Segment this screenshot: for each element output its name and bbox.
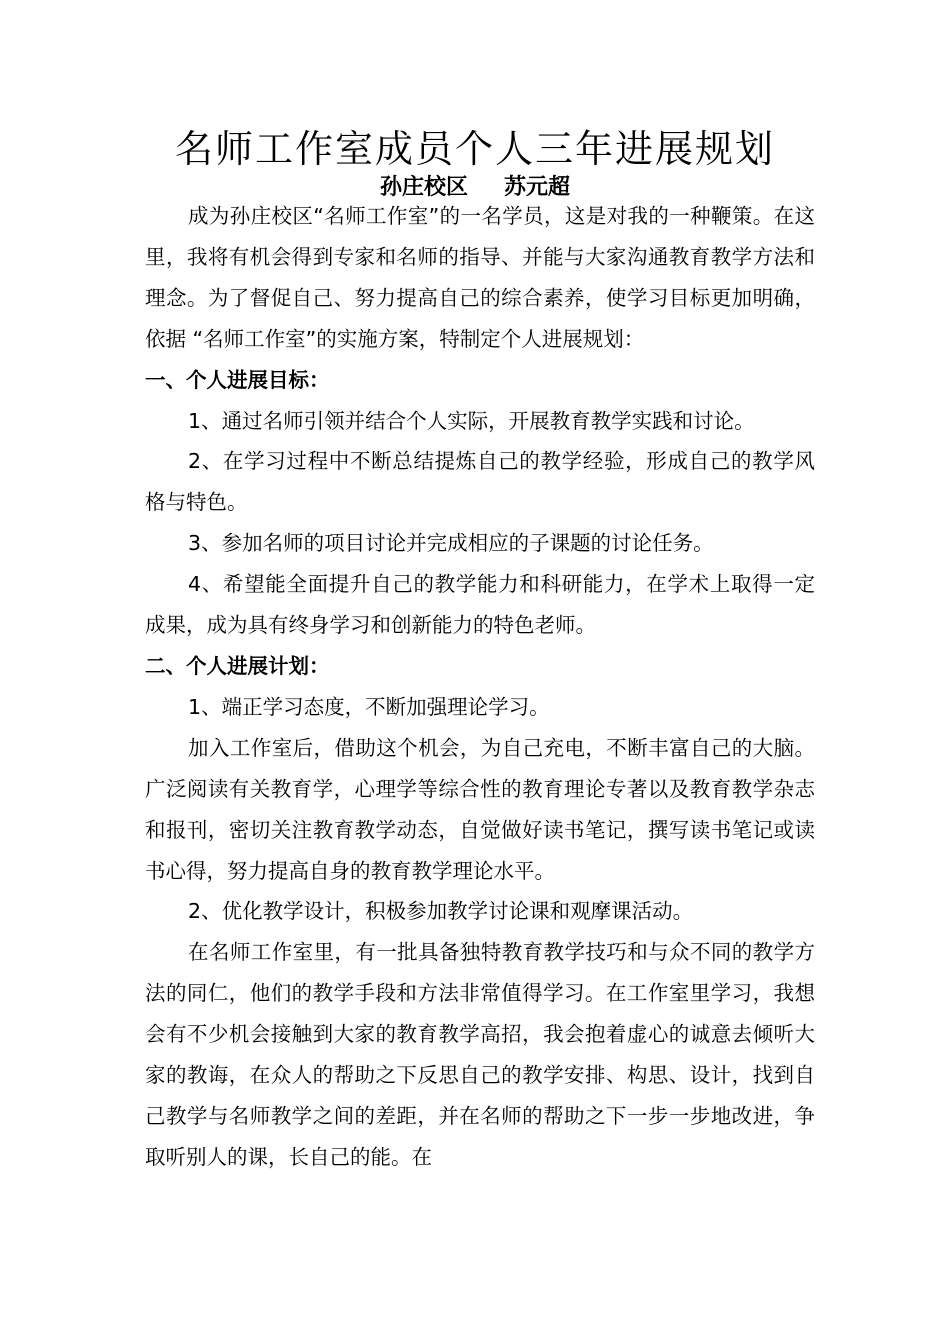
goal-item: 1、通过名师引领并结合个人实际，开展教育教学实践和讨论。 — [188, 408, 755, 433]
plan-item-title: 2、优化教学设计，积极参加教学讨论课和观摩课活动。 — [188, 899, 694, 924]
document-body — [145, 196, 815, 1178]
intro-paragraph: 成为孙庄校区“名师工作室”的一名学员，这是对我的一种鞭策。在这里，我将有机会得到专家和名师的指导、并能与大家沟通教育教学方法和理念。为了督促自己、努力提高自己的综合素养，使学习目标更加明确，依据 “名师工作室”的实施方案，特制定个人进展规划： — [145, 204, 815, 351]
section-heading-goals: 一、个人进展目标： — [145, 367, 330, 392]
plan-item-body: 在名师工作室里，有一批具备独特教育教学技巧和与众不同的教学方法的同仁，他们的教学手段和方法非常值得学习。在工作室里学习，我想会有不少机会接触到大家的教育教学高招，我会抱着虚心的诚意去倾听大家的教诲，在众人的帮助之下反思自己的教学安排、构思、设计，找到自己教学与名师教学之间的差距，并在名师的帮助之下一步一步地改进，争取听别人的课，长自己的能。在 — [145, 940, 815, 1169]
author-name: 苏元超 — [504, 174, 571, 200]
goal-item: 4、希望能全面提升自己的教学能力和科研能力，在学术上取得一定成果，成为具有终身学习和创新能力的特色老师。 — [145, 572, 815, 638]
section-heading-plan: 二、个人进展计划： — [145, 653, 330, 678]
school-name: 孙庄校区 — [379, 174, 468, 200]
document-title: 名师工作室成员个人三年进展规划 — [174, 127, 775, 171]
plan-item-title: 1、端正学习态度，不断加强理论学习。 — [188, 694, 550, 719]
plan-item-body: 加入工作室后，借助这个机会，为自己充电，不断丰富自己的大脑。广泛阅读有关教育学，心理学等综合性的教育理论专著以及教育教学杂志和报刊，密切关注教育教学动态，自觉做好读书笔记，撰写读书笔记或读书心得，努力提高自身的教育教学理论水平。 — [145, 735, 815, 883]
goal-item: 3、参加名师的项目讨论并完成相应的子课题的讨论任务。 — [188, 531, 714, 556]
goal-item: 2、在学习过程中不断总结提炼自己的教学经验，形成自己的教学风格与特色。 — [145, 449, 815, 515]
